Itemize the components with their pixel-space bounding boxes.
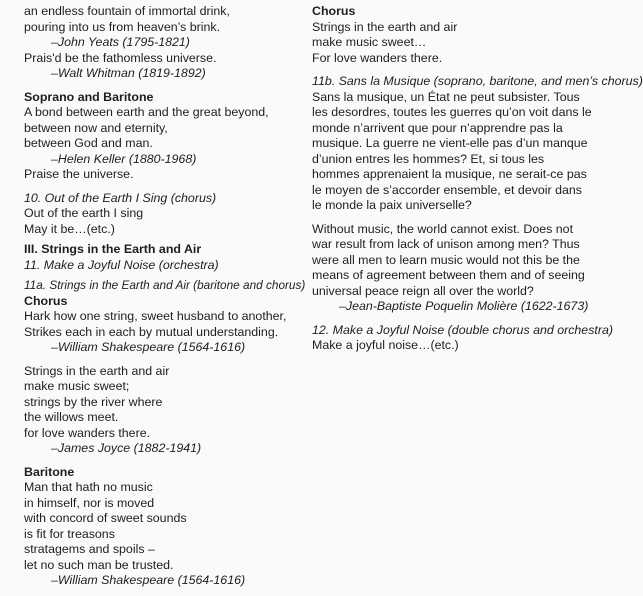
verse-line: stratagems and spoils – (24, 542, 155, 556)
verse-line: Make a joyful noise…(etc.) (312, 338, 459, 352)
movement-title: 11b. Sans la Musique (soprano, baritone, and men’s chorus) (312, 74, 643, 88)
verse-line: Strings in the earth and air (312, 19, 458, 34)
attribution: –William Shakespeare (1564-1616) (51, 340, 246, 354)
verse-line: strings by the river where (24, 394, 163, 409)
attribution: –Walt Whitman (1819-1892) (51, 66, 206, 80)
movement-title: 12. Make a Joyful Noise (double chorus and orchestra) (312, 322, 613, 337)
verse-line: is fit for treasons (24, 526, 115, 541)
verse-line: between God and man. (24, 136, 153, 150)
verse-line: A bond between earth and the great beyond, (24, 105, 269, 119)
voice-heading: Chorus (24, 293, 68, 308)
french-text: Sans la musique, un État ne peut subsister. Tous les desordres, toutes les guerres qu’on voit dans le monde n’arrivent que pour n’apprendre pas la musique. La guerre ne vient-elle pas d’un manque d’union entres les hommes? Et, si tous les hommes apprenaient la musique, ne serait-ce pas le moyen de s’accorder ensemble, et devoir dans le monde la paix universelle? (312, 89, 592, 212)
verse-line: May it be…(etc.) (24, 221, 115, 236)
verse-line: Hark how one string, sweet husband to another, (24, 309, 287, 323)
verse-line: make music sweet… (312, 35, 427, 49)
verse-line: Out of the earth I sing (24, 206, 144, 220)
movement-title: 11a. Strings in the Earth and Air (baritone and chorus) (24, 278, 306, 292)
verse-line: between now and eternity, (24, 120, 168, 135)
verse-line: For love wanders there. (312, 50, 443, 65)
verse-line: an endless fountain of immortal drink, (24, 4, 230, 18)
verse-line: Prais'd be the fathomless universe. (24, 50, 217, 65)
verse-line: for love wanders there. (24, 425, 151, 440)
voice-heading: Baritone (24, 464, 75, 479)
verse-line: Praise the universe. (24, 167, 134, 181)
section-heading: III. Strings in the Earth and Air (24, 242, 202, 256)
right-column (312, 4, 643, 354)
movement-title: 10. Out of the Earth I Sing (chorus) (24, 190, 217, 205)
attribution: –Helen Keller (1880-1968) (51, 151, 197, 166)
attribution: –Jean-Baptiste Poquelin Molière (1622-1673) (339, 299, 589, 313)
voice-heading: Chorus (312, 4, 356, 18)
attribution: –James Joyce (1882-1941) (51, 441, 202, 455)
verse-line: the willows meet. (24, 410, 119, 424)
verse-line: pouring into us from heaven’s brink. (24, 19, 221, 34)
attribution: –William Shakespeare (1564-1616) (51, 573, 246, 587)
verse-line: Strikes each in each by mutual understanding. (24, 324, 279, 339)
voice-heading: Soprano and Baritone (24, 89, 154, 104)
movement-title: 11. Make a Joyful Noise (orchestra) (24, 257, 219, 272)
verse-line: with concord of sweet sounds (24, 511, 187, 525)
attribution: –John Yeats (1795-1821) (51, 35, 190, 49)
verse-line: make music sweet; (24, 379, 130, 393)
verse-line: in himself, nor is moved (24, 495, 155, 510)
verse-line: Man that hath no music (24, 480, 153, 494)
left-column (24, 4, 306, 589)
verse-line: Strings in the earth and air (24, 363, 170, 378)
verse-line: let no such man be trusted. (24, 557, 174, 572)
english-translation: Without music, the world cannot exist. Does not war result from lack of unison among men? Thus were all men to learn music would not this be the means of agreement between them and of seeing universal peace reign all over the world? (312, 221, 585, 298)
